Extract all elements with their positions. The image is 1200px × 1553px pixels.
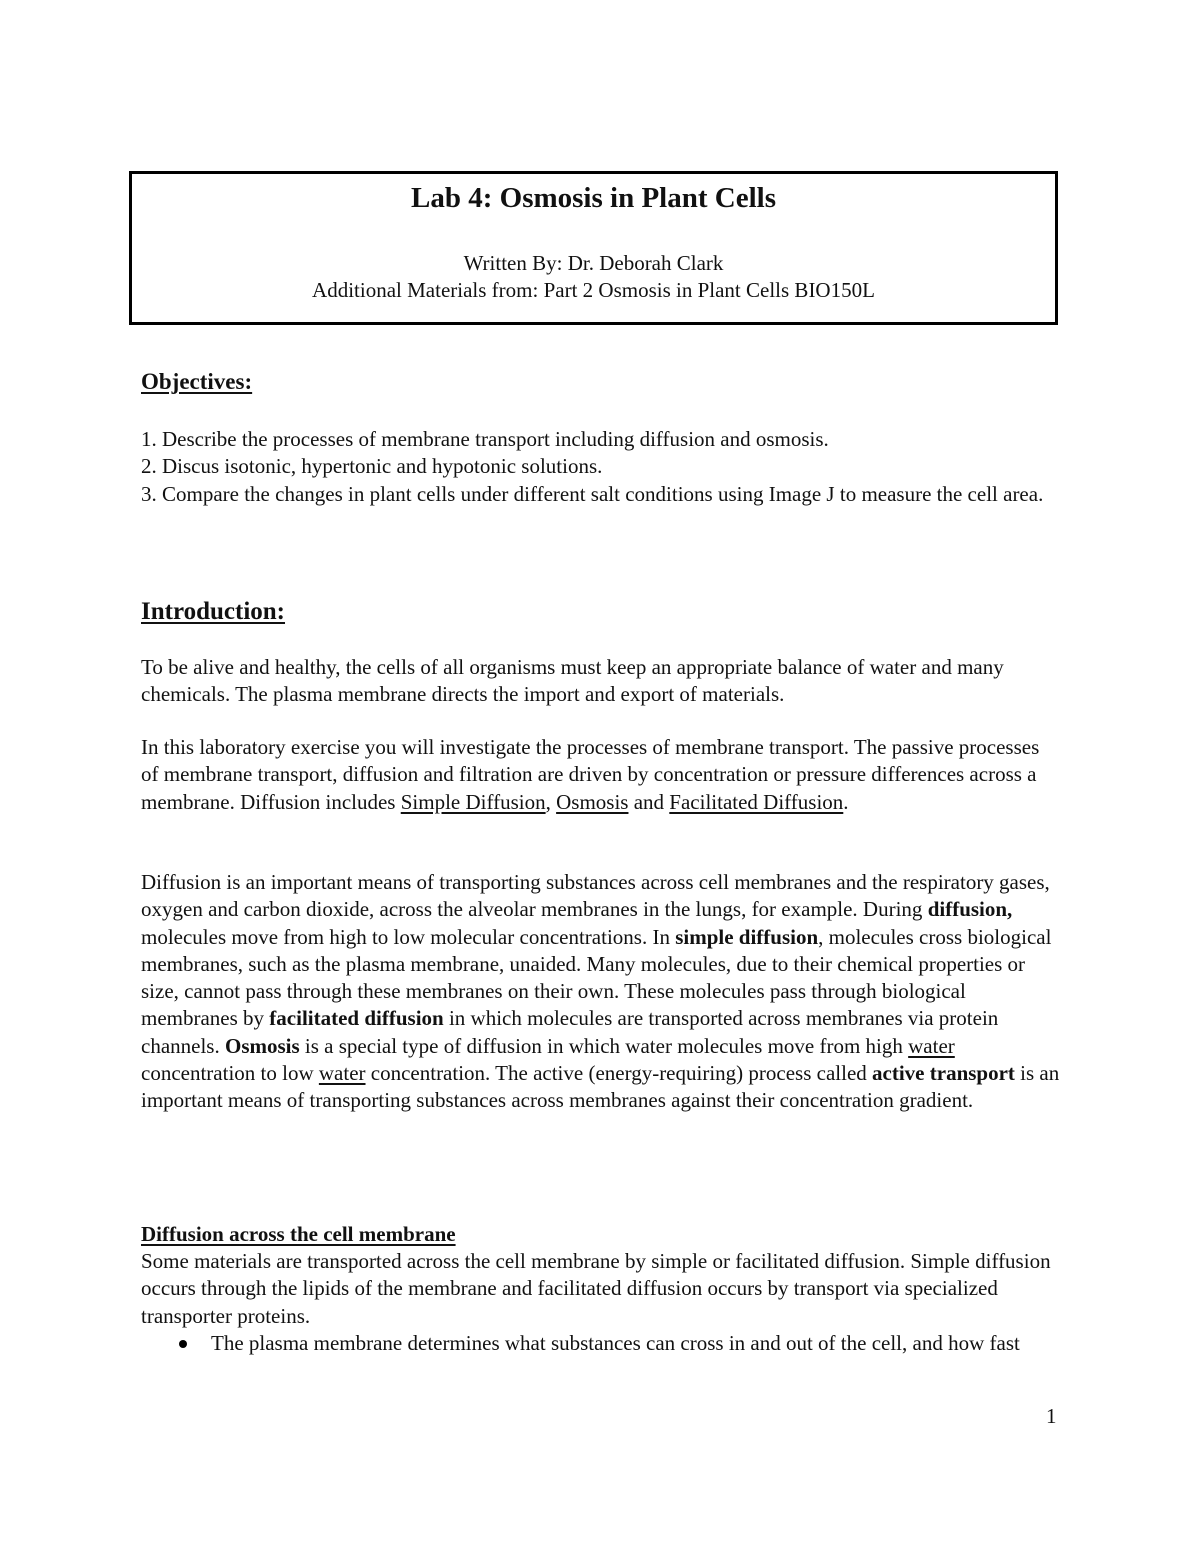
underlined-term: water [318,1061,366,1086]
page-number: 1 [1046,1404,1057,1428]
bold-term: active transport [872,1061,1015,1086]
objectives-list [141,426,1061,508]
diffusion-paragraph: Some materials are transported across the cell membrane by simple or facilitated diffusion. Simple diffusion occurs through the lipids of the membrane and facilitated diffusion occurs by transport via specialized transporter proteins. [141,1249,1051,1328]
author-line: Written By: Dr. Deborah Clark [463,251,724,275]
separator: , [545,789,557,814]
bullet-icon [179,1340,187,1348]
bold-term: facilitated diffusion [269,1006,444,1031]
list-item [141,1330,1061,1357]
title-box [129,171,1058,325]
diffusion-bullet-list [141,1330,1061,1357]
paragraph-text: Diffusion is an important means of transporting substances across cell membranes and the respiratory gases, oxygen and carbon dioxide, across the alveolar membranes in the lungs, for example. During [141,870,1050,922]
list-item-text: The plasma membrane determines what substances can cross in and out of the cell, and how fast [211,1331,1020,1355]
separator: and [628,789,670,814]
paragraph-text: concentration. The active (energy-requiring) process called [365,1061,873,1086]
intro-paragraph-1: To be alive and healthy, the cells of all organisms must keep an appropriate balance of water and many chemicals. The plasma membrane directs the import and export of materials. [141,655,1004,707]
paragraph-end: . [843,789,849,814]
document-title: Lab 4: Osmosis in Plant Cells [411,182,776,214]
bold-term: Osmosis [224,1033,300,1058]
objective-item: 1. Describe the processes of membrane transport including diffusion and osmosis. [141,427,829,451]
paragraph-text: In this laboratory exercise you will investigate the processes of membrane transport. The passive processes of membrane transport, diffusion and filtration are driven by concentration or pressure differences across a membrane. Diffusion includes [141,735,1040,814]
objective-item: 2. Discus isotonic, hypertonic and hypotonic solutions. [141,454,603,479]
paragraph-text: is an important means of transporting substances across membranes against their concentration gradient. [141,1061,1060,1113]
paragraph-text: molecules move from high to low molecular concentrations. In [141,924,676,949]
facilitated-diffusion-term: Facilitated Diffusion [669,789,844,814]
underlined-term: water [908,1033,955,1058]
paragraph-text: concentration to low [141,1061,319,1086]
intro-paragraph-3 [141,869,1061,1115]
paragraph-text: is a special type of diffusion in which water molecules move from high [299,1033,909,1058]
intro-paragraph-2 [141,734,1061,816]
paragraph-text: , molecules cross biological membranes, such as the plasma membrane, unaided. Many molecules, due to their chemical properties or size, cannot pass through these membranes on their own. These molecules pass through biological membranes by [141,924,1052,1031]
bold-term: diffusion, [927,897,1013,922]
materials-line: Additional Materials from: Part 2 Osmosis in Plant Cells BIO150L [312,278,875,302]
osmosis-term: Osmosis [556,789,629,814]
simple-diffusion-term: Simple Diffusion [400,789,546,814]
paragraph-text: in which molecules are transported across membranes via protein channels. [141,1006,999,1058]
diffusion-section-heading: Diffusion across the cell membrane [141,1222,456,1246]
objectives-heading: Objectives: [141,369,253,394]
introduction-heading: Introduction: [141,598,286,625]
objective-item: 3. Compare the changes in plant cells under different salt conditions using Image J to measure the cell area. [141,481,1044,506]
bold-term: simple diffusion [675,924,819,949]
